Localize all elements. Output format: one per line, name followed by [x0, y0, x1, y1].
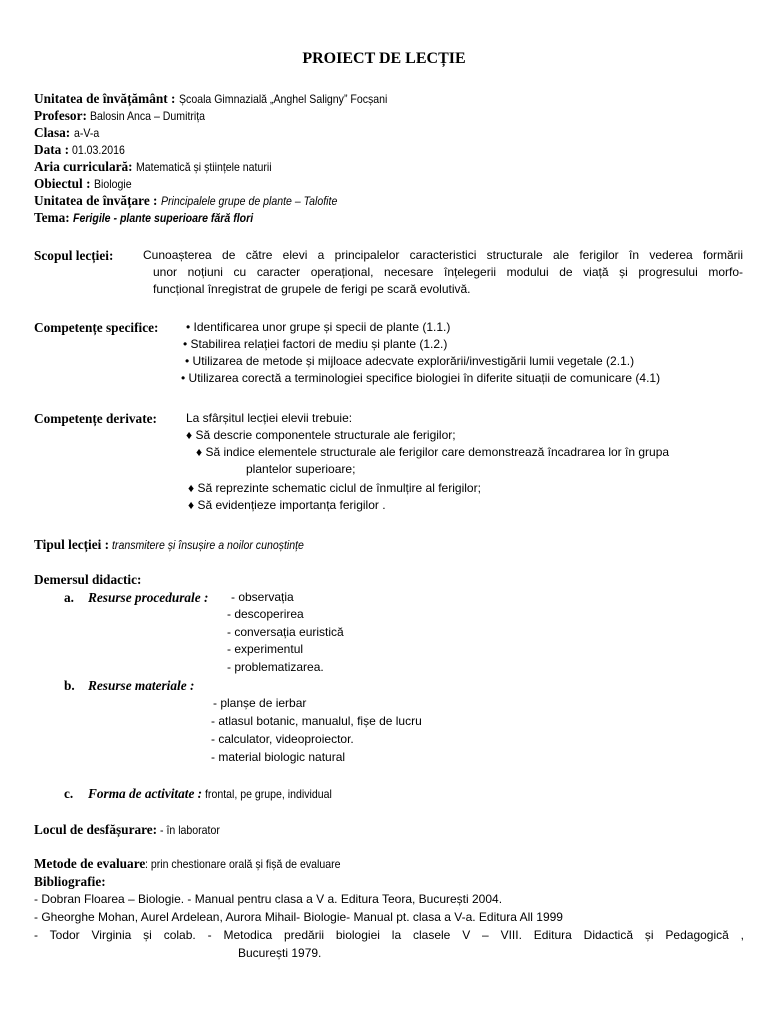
profesor-label: Profesor: — [34, 108, 87, 123]
competenta-specifica-item: • Utilizarea corectă a terminologiei specifice biologiei în diferite situații de comunicare (4.1) — [181, 371, 661, 385]
aria-value: Matematică și științele naturii — [135, 160, 272, 174]
clasa-row — [34, 124, 102, 142]
competenta-derivata-item: ♦ Să reprezinte schematic ciclul de înmulțire al ferigilor; — [188, 481, 481, 495]
bibliografie-label: Bibliografie: — [34, 874, 106, 889]
obiectul-value: Biologie — [93, 177, 132, 191]
aria-row — [34, 158, 290, 176]
procedural-item: - experimentul — [227, 642, 304, 656]
material-item: - material biologic natural — [211, 750, 346, 764]
procedural-item: - conversația euristică — [227, 625, 344, 639]
material-item: - planșe de ierbar — [213, 696, 307, 710]
competenta-specifica-item: • Identificarea unor grupe și specii de plante (1.1.) — [186, 320, 451, 334]
demers-label: Demersul didactic: — [34, 572, 142, 587]
a-marker: a. — [64, 590, 74, 605]
tipul-value: transmitere și însușire a noilor cunoștințe — [112, 538, 305, 552]
forma-activitate-row — [64, 785, 73, 802]
bibliografie-item: - Todor Virginia și colab. - Metodica predării biologiei la clasele V – VIII. Editura Didactică și Pedagogică , — [34, 928, 744, 942]
clasa-value: a-V-a — [73, 126, 99, 140]
scop-label: Scopul lecției: — [34, 248, 114, 263]
c-marker: c. — [64, 786, 74, 801]
tema-label: Tema: — [34, 210, 70, 225]
unitate-row — [34, 90, 416, 108]
bibliografie-item: - Dobran Floarea – Biologie. - Manual pentru clasa a V a. Editura Teora, București 2004. — [34, 892, 503, 906]
page-title: PROIECT DE LECȚIE — [302, 50, 466, 67]
tipul-row — [34, 536, 331, 554]
metode-label: Metode de evaluare — [34, 856, 146, 871]
scop-line-2: unor noțiuni cu caracter operațional, necesare înțelegerii modului de viață și progresului morfo- — [153, 265, 743, 279]
locul-label: Locul de desfășurare: — [34, 822, 158, 837]
competente-derivate-intro: La sfârșitul lecției elevii trebuie: — [186, 411, 353, 425]
scop-line-1: Cunoașterea de către elevi a principalelor caracteristici structurale ale ferigilor în vederea formării — [143, 248, 743, 262]
metode-value: : prin chestionare orală și fișă de evaluare — [145, 857, 341, 871]
clasa-label: Clasa: — [34, 125, 71, 140]
locul-value: - în laborator — [160, 823, 221, 837]
competenta-derivata-item: ♦ Să descrie componentele structurale ale ferigilor; — [186, 428, 456, 442]
resurse-materiale-row — [64, 677, 75, 694]
resurse-procedurale-label: Resurse procedurale : — [88, 590, 209, 605]
unitate-value: Școala Gimnazială „Anghel Saligny” Focșani — [178, 92, 388, 106]
data-value: 01.03.2016 — [72, 143, 126, 157]
unitate-label: Unitatea de învățământ : — [34, 91, 176, 106]
tema-value: Ferigile - plante superioare fără flori — [73, 211, 254, 225]
locul-row — [34, 821, 229, 839]
competenta-derivata-item: ♦ Să indice elementele structurale ale ferigilor care demonstrează încadrarea lor în grupa — [196, 445, 670, 459]
tema-row — [34, 209, 278, 227]
procedural-item: - problematizarea. — [227, 660, 324, 674]
bibliografie-item: - Gheorghe Mohan, Aurel Ardelean, Aurora Mihail- Biologie- Manual pt. clasa a V-a. Editura All 1999 — [34, 910, 563, 924]
procedural-item: - observația — [231, 590, 294, 604]
forma-activitate-label: Forma de activitate : frontal, pe grupe, individual — [88, 786, 333, 801]
bibliografie-item: București 1979. — [238, 946, 322, 960]
competente-derivate-label: Competențe derivate: — [34, 411, 157, 426]
competenta-derivata-item: plantelor superioare; — [246, 462, 356, 476]
obiectul-label: Obiectul : — [34, 176, 91, 191]
material-item: - atlasul botanic, manualul, fișe de lucru — [211, 714, 422, 728]
metode-row — [34, 855, 367, 873]
aria-label: Aria curriculară: — [34, 159, 133, 174]
competenta-specifica-item: • Stabilirea relației factori de mediu și plante (1.2.) — [183, 337, 448, 351]
competenta-specifica-item: • Utilizarea de metode și mijloace adecvate explorării/investigării lumii vegetale (2.1.) — [185, 354, 635, 368]
forma-activitate-value: frontal, pe grupe, individual — [205, 787, 333, 801]
scop-line-3: funcțional înregistrat de grupele de ferigi pe scară evolutivă. — [153, 282, 471, 296]
resurse-procedurale-row — [64, 589, 74, 606]
profesor-row — [34, 107, 221, 125]
material-item: - calculator, videoproiector. — [211, 732, 354, 746]
obiectul-row — [34, 175, 137, 193]
profesor-value: Balosin Anca – Dumitrița — [90, 109, 206, 123]
unitate-invatare-value: Principalele grupe de plante – Talofite — [160, 194, 338, 208]
data-label: Data : — [34, 142, 70, 157]
procedural-item: - descoperirea — [227, 607, 304, 621]
competente-specifice-label: Competențe specifice: — [34, 320, 159, 335]
unitate-invatare-label: Unitatea de învățare : — [34, 193, 158, 208]
tipul-label: Tipul lecției : — [34, 537, 110, 552]
data-row — [34, 141, 132, 159]
competenta-derivata-item: ♦ Să evidențieze importanța ferigilor . — [188, 498, 386, 512]
resurse-materiale-label: Resurse materiale : — [88, 678, 195, 693]
b-marker: b. — [64, 678, 75, 693]
unitate-invatare-row — [34, 192, 361, 210]
